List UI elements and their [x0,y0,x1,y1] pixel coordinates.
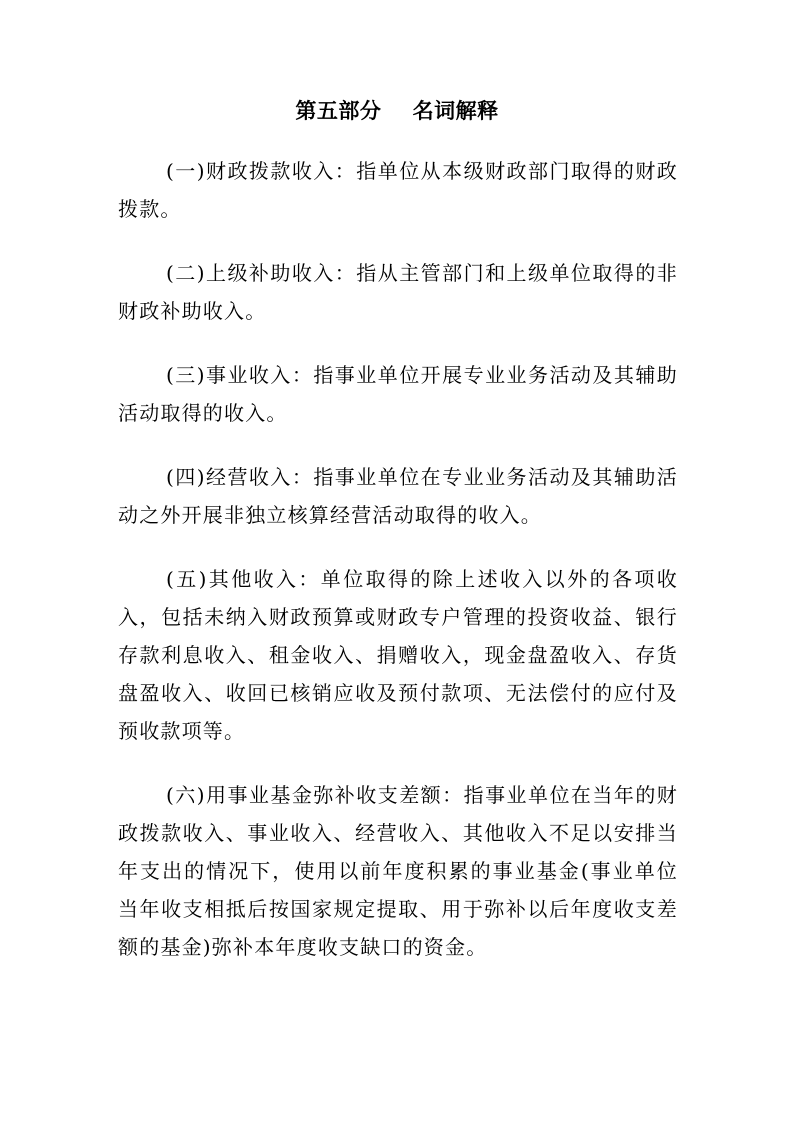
paragraph-operating-income: (四)经营收入：指事业单位在专业业务活动及其辅助活动之外开展非独立核算经营活动取得的收入。 [118,465,678,527]
paragraph-superior-subsidy-income: (二)上级补助收入：指从主管部门和上级单位取得的非财政补助收入。 [118,261,678,323]
document-body [118,152,678,992]
page-title: 第五部分 名词解释 [295,99,499,123]
paragraph-business-income: (三)事业收入：指事业单位开展专业业务活动及其辅助活动取得的收入。 [118,363,678,425]
paragraph-business-fund-offset: (六)用事业基金弥补收支差额：指事业单位在当年的财政拨款收入、事业收入、经营收入、其他收入不足以安排当年支出的情况下，使用以前年度积累的事业基金(事业单位当年收支相抵后按国家规定提取、用于弥补以后年度收支差额的基金)弥补本年度收支缺口的资金。 [118,783,678,959]
paragraph-fiscal-appropriation-income: (一)财政拨款收入：指单位从本级财政部门取得的财政拨款。 [118,159,678,221]
paragraph-other-income: (五)其他收入：单位取得的除上述收入以外的各项收入，包括未纳入财政预算或财政专户管理的投资收益、银行存款利息收入、租金收入、捐赠收入，现金盘盈收入、存货盘盈收入、收回已核销应收及预付款项、无法偿付的应付及预收款项等。 [118,567,678,743]
